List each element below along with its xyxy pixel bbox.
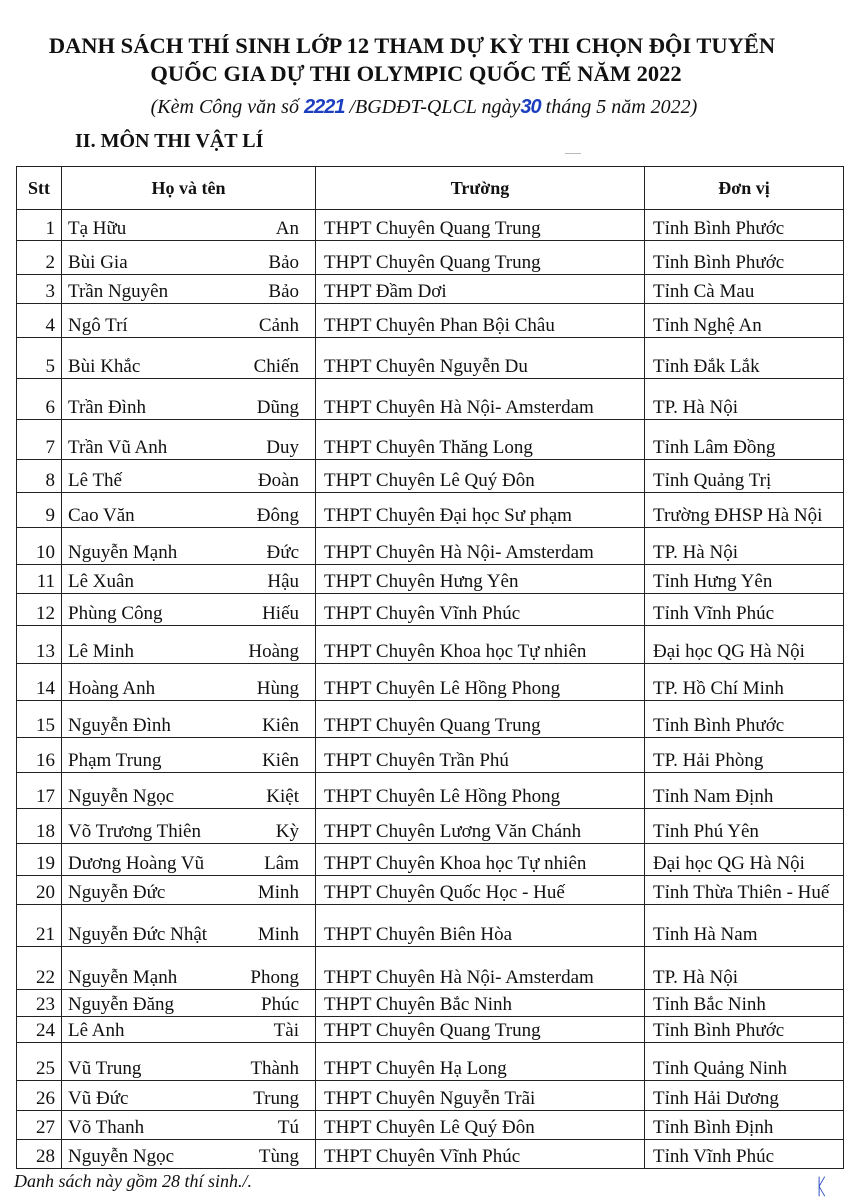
cell-name <box>62 379 316 420</box>
cell-school: THPT Chuyên Hưng Yên <box>316 565 645 594</box>
cell-unit: Tỉnh Nam Định <box>645 773 844 809</box>
cell-stt: 3 <box>17 275 62 304</box>
cell-unit: Tỉnh Bình Phước <box>645 1017 844 1043</box>
divider <box>565 153 581 154</box>
cell-unit: TP. Hà Nội <box>645 528 844 565</box>
given-name: Hoàng <box>248 641 299 662</box>
table-row <box>17 493 844 528</box>
cell-school: THPT Chuyên Quang Trung <box>316 241 645 275</box>
table-body <box>17 210 844 1169</box>
surname: Hoàng Anh <box>68 678 156 699</box>
column-header-school: Trường <box>316 167 645 210</box>
given-name: Duy <box>266 437 299 458</box>
cell-name <box>62 420 316 460</box>
cell-stt: 11 <box>17 565 62 594</box>
table-row <box>17 773 844 809</box>
surname: Phùng Công <box>68 603 163 624</box>
cell-school: THPT Chuyên Lê Quý Đôn <box>316 460 645 493</box>
cell-school: THPT Chuyên Hà Nội- Amsterdam <box>316 528 645 565</box>
surname: Nguyễn Ngọc <box>68 786 175 807</box>
table-row <box>17 241 844 275</box>
table-row <box>17 528 844 565</box>
cell-school: THPT Chuyên Khoa học Tự nhiên <box>316 626 645 664</box>
cell-name <box>62 1081 316 1111</box>
cell-stt: 4 <box>17 304 62 338</box>
surname: Lê Thế <box>68 470 122 491</box>
section-heading: II. MÔN THI VẬT LÍ <box>75 130 264 152</box>
cell-stt: 22 <box>17 947 62 990</box>
table-row <box>17 304 844 338</box>
cell-name <box>62 844 316 876</box>
cell-name <box>62 905 316 947</box>
cell-school: THPT Chuyên Trần Phú <box>316 738 645 773</box>
table-row <box>17 1017 844 1043</box>
table-row <box>17 1111 844 1140</box>
surname: Lê Anh <box>68 1020 125 1041</box>
cell-stt: 7 <box>17 420 62 460</box>
subtitle-mid: /BGDĐT-QLCL ngày <box>344 96 521 118</box>
cell-school: THPT Chuyên Quốc Học - Huế <box>316 876 645 905</box>
cell-school: THPT Chuyên Quang Trung <box>316 701 645 738</box>
table-row <box>17 947 844 990</box>
cell-unit: Tỉnh Thừa Thiên - Huế <box>645 876 844 905</box>
document-title-line-2: QUỐC GIA DỰ THI OLYMPIC QUỐC TẾ NĂM 2022 <box>150 61 682 86</box>
cell-stt: 25 <box>17 1043 62 1081</box>
cell-school: THPT Chuyên Biên Hòa <box>316 905 645 947</box>
table-row <box>17 876 844 905</box>
cell-unit: Tỉnh Đắk Lắk <box>645 338 844 379</box>
surname: Lê Minh <box>68 641 134 662</box>
cell-school: THPT Chuyên Lê Quý Đôn <box>316 1111 645 1140</box>
given-name: Chiến <box>253 356 299 377</box>
cell-unit: Tỉnh Bắc Ninh <box>645 990 844 1017</box>
cell-unit: Đại học QG Hà Nội <box>645 844 844 876</box>
cell-name <box>62 565 316 594</box>
cell-stt: 27 <box>17 1111 62 1140</box>
cell-stt: 19 <box>17 844 62 876</box>
given-name: Tài <box>273 1020 299 1041</box>
cell-unit: Đại học QG Hà Nội <box>645 626 844 664</box>
cell-unit: Tỉnh Bình Phước <box>645 701 844 738</box>
surname: Võ Thanh <box>68 1117 145 1138</box>
column-header-name: Họ và tên <box>62 167 316 210</box>
cell-unit: Tỉnh Cà Mau <box>645 275 844 304</box>
cell-unit: TP. Hà Nội <box>645 379 844 420</box>
cell-school: THPT Đầm Dơi <box>316 275 645 304</box>
cell-school: THPT Chuyên Bắc Ninh <box>316 990 645 1017</box>
given-name: Dũng <box>256 397 299 418</box>
cell-school: THPT Chuyên Quang Trung <box>316 1017 645 1043</box>
table-row <box>17 210 844 241</box>
given-name: Trung <box>253 1088 299 1109</box>
table-row <box>17 1140 844 1169</box>
cell-unit: Tỉnh Hải Dương <box>645 1081 844 1111</box>
cell-school: THPT Chuyên Hà Nội- Amsterdam <box>316 947 645 990</box>
cell-stt: 14 <box>17 664 62 701</box>
cell-stt: 13 <box>17 626 62 664</box>
cell-stt: 15 <box>17 701 62 738</box>
table-row <box>17 990 844 1017</box>
cell-unit: TP. Hải Phòng <box>645 738 844 773</box>
cell-stt: 26 <box>17 1081 62 1111</box>
given-name: Hậu <box>267 571 299 592</box>
table-row <box>17 338 844 379</box>
surname: Bùi Khắc <box>68 356 141 377</box>
cell-unit: Tỉnh Vĩnh Phúc <box>645 1140 844 1169</box>
cell-name <box>62 241 316 275</box>
table-row <box>17 738 844 773</box>
table-row <box>17 905 844 947</box>
cell-name <box>62 664 316 701</box>
cell-stt: 10 <box>17 528 62 565</box>
cell-name <box>62 626 316 664</box>
cell-stt: 9 <box>17 493 62 528</box>
cell-school: THPT Chuyên Quang Trung <box>316 210 645 241</box>
cell-unit: Tỉnh Quảng Trị <box>645 460 844 493</box>
cell-unit: TP. Hồ Chí Minh <box>645 664 844 701</box>
column-header-unit: Đơn vị <box>645 167 844 210</box>
cell-name <box>62 876 316 905</box>
cell-stt: 6 <box>17 379 62 420</box>
table-row <box>17 379 844 420</box>
surname: Bùi Gia <box>68 252 128 273</box>
cell-name <box>62 493 316 528</box>
cell-unit: Tỉnh Bình Định <box>645 1111 844 1140</box>
table-row <box>17 460 844 493</box>
surname: Nguyễn Ngọc <box>68 1146 175 1167</box>
surname: Nguyễn Đức <box>68 882 166 903</box>
given-name: Bảo <box>268 252 299 273</box>
cell-unit: Tỉnh Quảng Ninh <box>645 1043 844 1081</box>
given-name: Hùng <box>256 678 299 699</box>
given-name: Kiên <box>262 750 299 771</box>
given-name: Đức <box>266 542 299 563</box>
cell-name <box>62 275 316 304</box>
cell-school: THPT Chuyên Lê Hồng Phong <box>316 664 645 701</box>
cell-stt: 8 <box>17 460 62 493</box>
cell-name <box>62 809 316 844</box>
cell-stt: 16 <box>17 738 62 773</box>
given-name: Đông <box>256 505 299 526</box>
handwritten-doc-number: 2221 <box>303 96 345 118</box>
cell-school: THPT Chuyên Lương Văn Chánh <box>316 809 645 844</box>
given-name: Tú <box>277 1117 299 1138</box>
document-title-line-1: DANH SÁCH THÍ SINH LỚP 12 THAM DỰ KỲ THI CHỌN ĐỘI TUYỂN <box>48 33 776 58</box>
cell-name <box>62 1111 316 1140</box>
cell-school: THPT Chuyên Đại học Sư phạm <box>316 493 645 528</box>
cell-school: THPT Chuyên Vĩnh Phúc <box>316 594 645 626</box>
cell-stt: 24 <box>17 1017 62 1043</box>
cell-stt: 5 <box>17 338 62 379</box>
cell-stt: 20 <box>17 876 62 905</box>
surname: Nguyễn Đức Nhật <box>68 924 208 945</box>
cell-name <box>62 1017 316 1043</box>
cell-name <box>62 338 316 379</box>
surname: Nguyễn Đăng <box>68 994 175 1015</box>
cell-name <box>62 990 316 1017</box>
cell-unit: Tỉnh Nghệ An <box>645 304 844 338</box>
table-row <box>17 1081 844 1111</box>
table-row <box>17 565 844 594</box>
table-header-row <box>17 167 844 210</box>
cell-name <box>62 304 316 338</box>
surname: Trần Đình <box>68 397 146 418</box>
cell-school: THPT Chuyên Lê Hồng Phong <box>316 773 645 809</box>
given-name: Tùng <box>258 1146 299 1167</box>
table-row <box>17 701 844 738</box>
surname: Nguyễn Mạnh <box>68 967 178 988</box>
surname: Ngô Trí <box>68 315 128 336</box>
given-name: Kiệt <box>266 786 299 807</box>
surname: Dương Hoàng Vũ <box>68 853 205 874</box>
cell-unit: Trường ĐHSP Hà Nội <box>645 493 844 528</box>
table-row <box>17 594 844 626</box>
cell-school: THPT Chuyên Nguyễn Trãi <box>316 1081 645 1111</box>
cell-stt: 23 <box>17 990 62 1017</box>
surname: Vũ Đức <box>68 1088 129 1109</box>
cell-name <box>62 701 316 738</box>
cell-name <box>62 1140 316 1169</box>
table-row <box>17 626 844 664</box>
cell-stt: 28 <box>17 1140 62 1169</box>
cell-name <box>62 528 316 565</box>
cell-name <box>62 773 316 809</box>
cell-unit: Tỉnh Bình Phước <box>645 241 844 275</box>
cell-school: THPT Chuyên Vĩnh Phúc <box>316 1140 645 1169</box>
cell-unit: Tỉnh Vĩnh Phúc <box>645 594 844 626</box>
table-row <box>17 844 844 876</box>
cell-school: THPT Chuyên Phan Bội Châu <box>316 304 645 338</box>
cell-stt: 2 <box>17 241 62 275</box>
cell-school: THPT Chuyên Hạ Long <box>316 1043 645 1081</box>
given-name: Hiếu <box>262 603 299 624</box>
surname: Lê Xuân <box>68 571 134 592</box>
subtitle-suffix: tháng 5 năm 2022) <box>540 96 698 118</box>
cell-school: THPT Chuyên Nguyễn Du <box>316 338 645 379</box>
candidate-table <box>16 166 844 1169</box>
cell-name <box>62 460 316 493</box>
cell-name <box>62 594 316 626</box>
given-name: Cảnh <box>258 315 299 336</box>
cell-stt: 21 <box>17 905 62 947</box>
cell-name <box>62 210 316 241</box>
cell-unit: Tỉnh Hà Nam <box>645 905 844 947</box>
subtitle-prefix: (Kèm Công văn số <box>150 96 304 118</box>
given-name: Kiên <box>262 715 299 736</box>
cell-name <box>62 1043 316 1081</box>
given-name: Minh <box>257 882 299 903</box>
cell-school: THPT Chuyên Khoa học Tự nhiên <box>316 844 645 876</box>
given-name: Phong <box>250 967 299 988</box>
table-row <box>17 275 844 304</box>
cell-unit: Tỉnh Hưng Yên <box>645 565 844 594</box>
surname: Nguyễn Đình <box>68 715 171 736</box>
cell-school: THPT Chuyên Hà Nội- Amsterdam <box>316 379 645 420</box>
surname: Trần Nguyên <box>68 281 169 302</box>
given-name: Minh <box>257 924 299 945</box>
cell-unit: TP. Hà Nội <box>645 947 844 990</box>
surname: Trần Vũ Anh <box>68 437 168 458</box>
cell-name <box>62 947 316 990</box>
cell-stt: 12 <box>17 594 62 626</box>
surname: Võ Trương Thiên <box>68 821 201 842</box>
handwritten-day: 30 <box>520 96 541 118</box>
table-row <box>17 420 844 460</box>
cell-stt: 17 <box>17 773 62 809</box>
surname: Vũ Trung <box>68 1058 142 1079</box>
given-name: Kỳ <box>275 821 299 842</box>
table-row <box>17 809 844 844</box>
cell-unit: Tỉnh Bình Phước <box>645 210 844 241</box>
surname: Phạm Trung <box>68 750 162 771</box>
given-name: Bảo <box>268 281 299 302</box>
cell-unit: Tỉnh Lâm Đồng <box>645 420 844 460</box>
surname: Cao Văn <box>68 505 135 526</box>
given-name: An <box>275 218 299 239</box>
table-row <box>17 1043 844 1081</box>
table-row <box>17 664 844 701</box>
cell-stt: 18 <box>17 809 62 844</box>
given-name: Đoàn <box>257 470 299 491</box>
given-name: Thành <box>250 1058 299 1079</box>
cell-school: THPT Chuyên Thăng Long <box>316 420 645 460</box>
surname: Tạ Hữu <box>68 218 127 239</box>
document-subtitle <box>0 96 848 119</box>
handwritten-mark: ᛕ <box>815 1174 829 1199</box>
column-header-stt: Stt <box>17 167 62 210</box>
surname: Nguyễn Mạnh <box>68 542 178 563</box>
given-name: Lâm <box>264 853 299 874</box>
given-name: Phúc <box>261 994 299 1015</box>
footer-note: Danh sách này gồm 28 thí sinh./. <box>14 1171 252 1191</box>
cell-stt: 1 <box>17 210 62 241</box>
cell-name <box>62 738 316 773</box>
cell-unit: Tỉnh Phú Yên <box>645 809 844 844</box>
